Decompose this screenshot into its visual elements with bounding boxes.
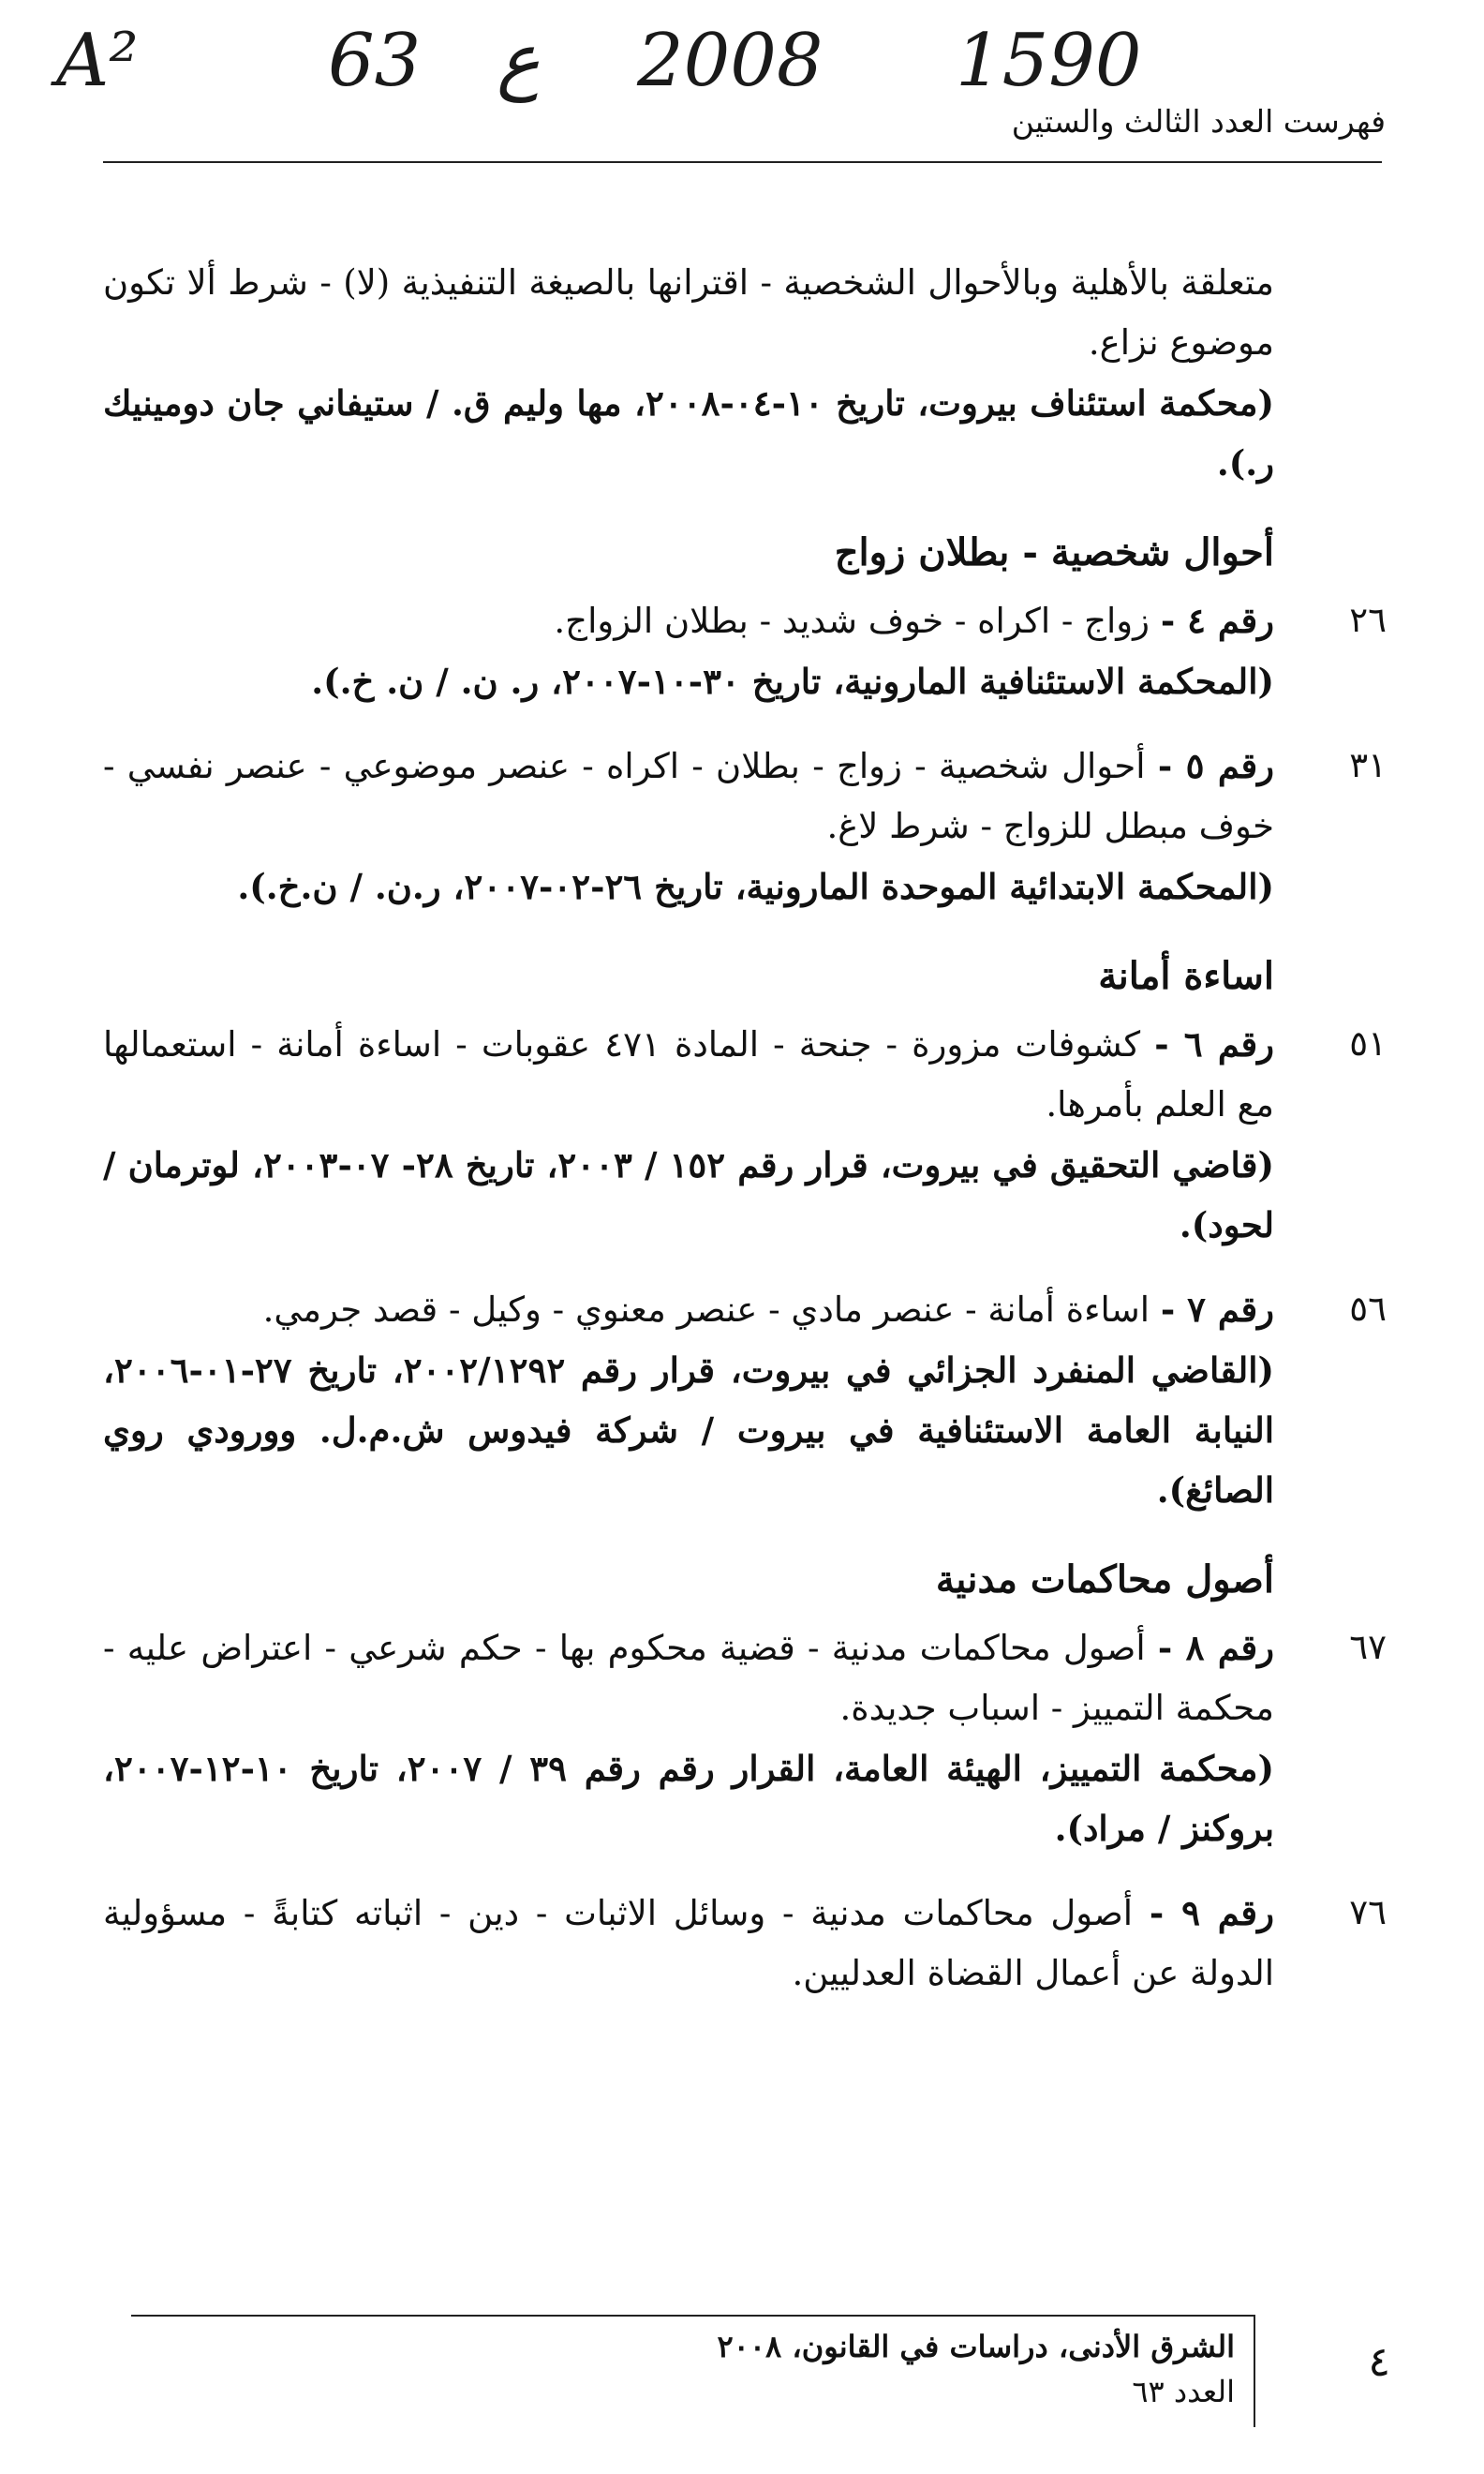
- index-content: [103, 253, 1387, 2028]
- page-ref: ٥١: [1349, 1023, 1387, 1064]
- entry-court: (المحكمة الابتدائية الموحدة المارونية، تاريخ ٢٦-٠٢-٢٠٠٧، ر.ن. / ن.خ.).: [237, 866, 1274, 907]
- annotation-e: 1590: [956, 19, 1142, 103]
- section-heading: اساءة أمانة: [1098, 954, 1274, 998]
- entry-label: رقم ٥ -: [1157, 745, 1274, 786]
- entry-text: أحوال شخصية - زواج - بطلان - اكراه - عنصر موضوعي - عنصر نفسي - خوف مبطل للزواج - شرط لاغ.: [103, 746, 1274, 846]
- section-heading: أحوال شخصية - بطلان زواج: [834, 530, 1274, 574]
- index-entry: [103, 736, 1387, 917]
- entry-court: (قاضي التحقيق في بيروت، قرار رقم ١٥٢ / ٢٠٠٣، تاريخ ٢٨- ٠٧-٢٠٠٣، لوترمان / لحود).: [103, 1144, 1274, 1245]
- entry-body: [103, 1014, 1274, 1255]
- footer-citation: [131, 2315, 1255, 2427]
- page-ref: ٧٦: [1349, 1892, 1387, 1932]
- header-rule: [103, 161, 1382, 163]
- entry-body: [103, 590, 1274, 711]
- entry-text: كشوفات مزورة - جنحة - المادة ٤٧١ عقوبات - اساءة أمانة - استعمالها مع العلم بأمرها.: [103, 1024, 1274, 1125]
- entry-court: (محكمة التمييز، الهيئة العامة، القرار رقم رقم ٣٩ / ٢٠٠٧، تاريخ ١٠-١٢-٢٠٠٧، بروكنز / مراد).: [103, 1748, 1275, 1849]
- entry-court: (محكمة استئناف بيروت، تاريخ ١٠-٠٤-٢٠٠٨، مها وليم ق. / ستيفاني جان دومينيك ر.).: [103, 382, 1274, 484]
- index-entry: [103, 590, 1387, 711]
- index-entry: [103, 1617, 1387, 1858]
- index-entry: [103, 1014, 1387, 1255]
- page-ref: ٣١: [1349, 745, 1387, 785]
- index-entry: [103, 1883, 1387, 2004]
- section-heading: أصول محاكمات مدنية: [935, 1557, 1274, 1602]
- entry-body: [103, 1279, 1274, 1520]
- entry-text: أصول محاكمات مدنية - وسائل الاثبات - دين - اثباته كتابةً - مسؤولية الدولة عن أعمال القضاة العدليين.: [103, 1893, 1274, 1993]
- annotation-b: 63: [328, 19, 422, 103]
- entry-text: زواج - اكراه - خوف شديد - بطلان الزواج.: [554, 601, 1150, 641]
- index-entry-continuation: [103, 253, 1387, 493]
- annotation-c: ع: [497, 19, 541, 103]
- entry-court: (المحكمة الاستئنافية المارونية، تاريخ ٣٠-١٠-٢٠٠٧، ر. ن. / ن. خ.).: [311, 661, 1274, 702]
- page-number: ٤: [1368, 2338, 1390, 2386]
- entry-label: رقم ٨ -: [1157, 1627, 1275, 1668]
- index-entry: [103, 1279, 1387, 1520]
- annotation-a: A²: [56, 19, 139, 103]
- annotation-d: 2008: [637, 19, 824, 103]
- entry-label: رقم ٤ -: [1160, 600, 1274, 641]
- page-ref: ٥٦: [1349, 1289, 1387, 1329]
- running-header: فهرست العدد الثالث والستين: [1011, 103, 1386, 140]
- entry-label: رقم ٦ -: [1154, 1023, 1275, 1065]
- entry-court: (القاضي المنفرد الجزائي في بيروت، قرار رقم ٢٠٠٢/١٢٩٢، تاريخ ٢٧-٠١-٢٠٠٦، النيابة العامة الاستئنافية في بيروت / شركة فيدوس ش.م.ل. وورودي روي الصائغ).: [103, 1349, 1275, 1511]
- footer-journal: الشرق الأدنى، دراسات في القانون، ٢٠٠٨: [717, 2329, 1235, 2364]
- footer: [103, 2315, 1255, 2427]
- entry-text: متعلقة بالأهلية وبالأحوال الشخصية - اقترانها بالصيغة التنفيذية (لا) - شرط ألا تكون موضوع نزاع.: [103, 262, 1274, 363]
- entry-label: رقم ٧ -: [1160, 1289, 1274, 1330]
- entry-label: رقم ٩ -: [1149, 1892, 1274, 1933]
- entry-body: [103, 1883, 1274, 2004]
- entry-body: [103, 253, 1274, 493]
- entry-body: [103, 1617, 1274, 1858]
- footer-issue: العدد ٦٣: [1132, 2374, 1235, 2409]
- entry-text: اساءة أمانة - عنصر مادي - عنصر معنوي - وكيل - قصد جرمي.: [262, 1289, 1150, 1330]
- page-ref: ٢٦: [1349, 600, 1387, 640]
- entry-body: [103, 736, 1274, 917]
- entry-text: أصول محاكمات مدنية - قضية محكوم بها - حكم شرعي - اعتراض عليه - محكمة التمييز - اسباب جديدة.: [103, 1628, 1274, 1728]
- page-ref: ٦٧: [1349, 1627, 1387, 1667]
